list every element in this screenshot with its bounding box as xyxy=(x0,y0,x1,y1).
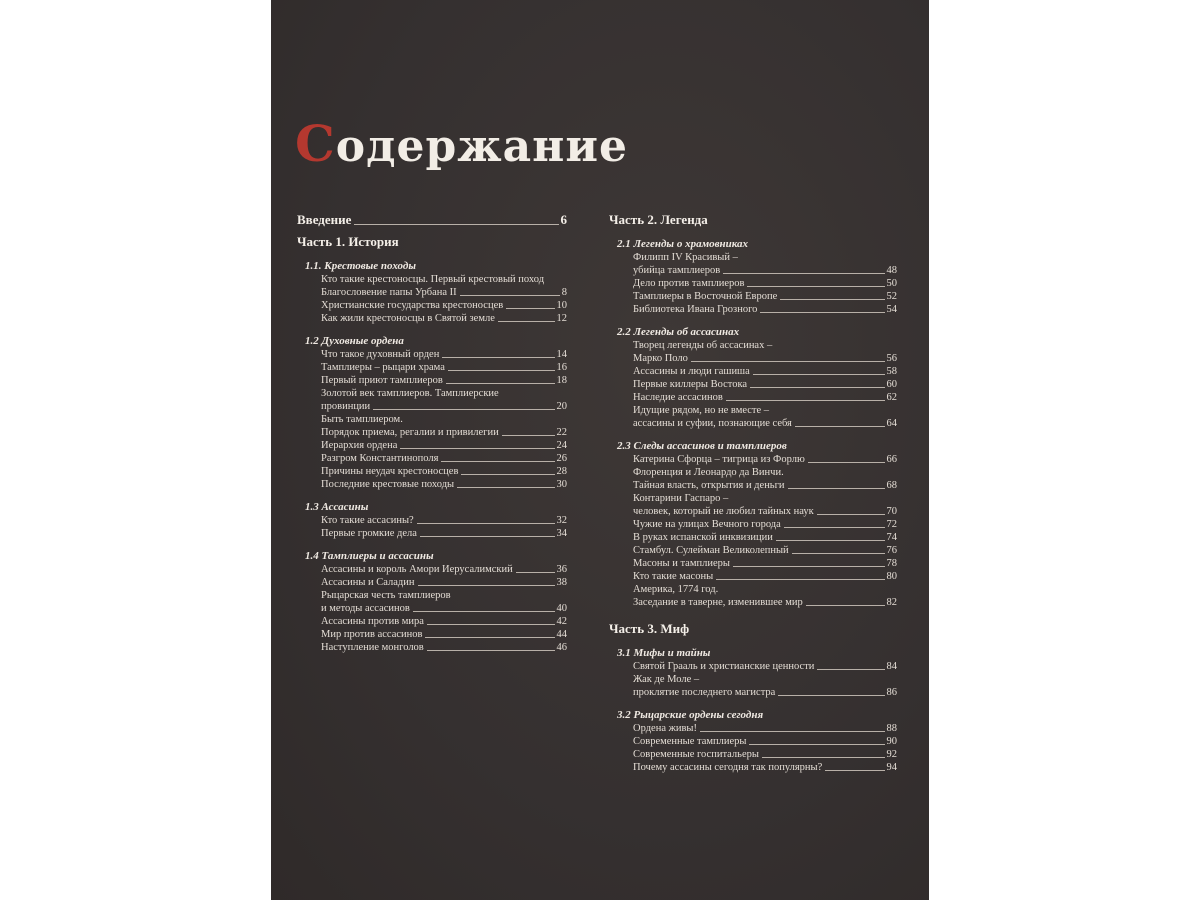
entry-title: Ассасины и Саладин xyxy=(321,577,415,588)
entry-title: Заседание в таверне, изменившее мир xyxy=(633,597,803,608)
entry-title: Первые громкие дела xyxy=(321,528,417,539)
part-heading: Часть 2. Легенда xyxy=(609,212,708,227)
toc-entry[interactable] xyxy=(609,378,897,391)
leader-dots xyxy=(784,527,885,528)
entry-title: Разгром Константинополя xyxy=(321,453,439,464)
toc-right-column xyxy=(609,212,897,774)
leader-dots xyxy=(448,370,555,371)
entry-title: Кто такие ассасины? xyxy=(321,515,414,526)
toc-entry[interactable] xyxy=(609,660,897,673)
entry-title: Марко Поло xyxy=(633,353,688,364)
intro-page: 6 xyxy=(560,212,567,227)
toc-entry[interactable] xyxy=(297,589,567,602)
entry-page: 62 xyxy=(886,392,897,403)
title-rest: одержание xyxy=(335,121,629,172)
toc-entry[interactable] xyxy=(297,299,567,312)
section-title: 2.3 Следы ассасинов и тамплиеров xyxy=(617,440,787,452)
entry-page: 28 xyxy=(556,466,567,477)
section-title: 1.1. Крестовые походы xyxy=(305,260,416,272)
leader-dots xyxy=(427,624,555,625)
toc-entry[interactable] xyxy=(297,465,567,478)
section-title: 1.3 Ассасины xyxy=(305,501,369,513)
leader-dots xyxy=(806,605,885,606)
section-title: 1.4 Тамплиеры и ассасины xyxy=(305,550,434,562)
entry-title: Святой Грааль и христианские ценности xyxy=(633,661,815,672)
entry-title: Иерархия ордена xyxy=(321,440,398,451)
toc-entry[interactable] xyxy=(609,466,897,479)
entry-page: 10 xyxy=(556,300,567,311)
toc-entry[interactable] xyxy=(297,527,567,540)
toc-entry[interactable] xyxy=(297,312,567,325)
entry-page: 12 xyxy=(556,313,567,324)
toc-entry[interactable] xyxy=(609,479,897,492)
toc-entry[interactable] xyxy=(297,641,567,654)
entry-title: В руках испанской инквизиции xyxy=(633,532,773,543)
entry-title: Масоны и тамплиеры xyxy=(633,558,730,569)
entry-page: 78 xyxy=(886,558,897,569)
toc-entry[interactable] xyxy=(297,628,567,641)
toc-entry[interactable] xyxy=(609,686,897,699)
leader-dots xyxy=(726,400,885,401)
entry-page: 90 xyxy=(886,736,897,747)
toc-entry[interactable] xyxy=(297,439,567,452)
entry-page: 50 xyxy=(886,278,897,289)
toc-entry[interactable] xyxy=(609,365,897,378)
leader-dots xyxy=(427,650,555,651)
toc-entry[interactable] xyxy=(609,277,897,290)
entry-page: 56 xyxy=(886,353,897,364)
toc-intro xyxy=(297,212,567,228)
entry-title: Ассасины и люди гашиша xyxy=(633,366,750,377)
entry-title: проклятие последнего магистра xyxy=(633,687,776,698)
part-heading: Часть 1. История xyxy=(297,234,399,249)
entry-page: 42 xyxy=(556,616,567,627)
entry-title: Современные госпитальеры xyxy=(633,749,759,760)
leader-dots xyxy=(817,669,884,670)
entry-page: 74 xyxy=(886,532,897,543)
entry-page: 54 xyxy=(886,304,897,315)
leader-dots xyxy=(425,637,554,638)
toc-entry[interactable] xyxy=(609,404,897,417)
entry-page: 84 xyxy=(886,661,897,672)
toc-entry[interactable] xyxy=(609,761,897,774)
entry-page: 16 xyxy=(556,362,567,373)
toc-entry[interactable] xyxy=(297,576,567,589)
toc-entry[interactable] xyxy=(609,352,897,365)
toc-entry[interactable] xyxy=(297,348,567,361)
entry-title: Катерина Сфорца – тигрица из Форлю xyxy=(633,454,805,465)
entry-page: 44 xyxy=(556,629,567,640)
toc-entry[interactable] xyxy=(297,602,567,615)
leader-dots xyxy=(498,321,555,322)
toc-entry[interactable] xyxy=(609,518,897,531)
toc-entry[interactable] xyxy=(297,286,567,299)
entry-title: Современные тамплиеры xyxy=(633,736,747,747)
leader-dots xyxy=(750,387,884,388)
toc-entry[interactable] xyxy=(609,303,897,316)
entry-page: 18 xyxy=(556,375,567,386)
toc-entry[interactable] xyxy=(609,557,897,570)
entry-title: Чужие на улицах Вечного города xyxy=(633,519,781,530)
leader-dots xyxy=(446,383,555,384)
entry-title: Причины неудач крестоносцев xyxy=(321,466,459,477)
toc-entry[interactable] xyxy=(297,273,567,286)
entry-title: Благословение папы Урбана II xyxy=(321,287,457,298)
toc-entry[interactable] xyxy=(609,583,897,596)
entry-page: 58 xyxy=(886,366,897,377)
leader-dots xyxy=(808,462,885,463)
leader-dots xyxy=(792,553,885,554)
leader-dots xyxy=(413,611,555,612)
entry-page: 34 xyxy=(556,528,567,539)
toc-entry[interactable] xyxy=(609,722,897,735)
entry-title: Быть тамплиером. xyxy=(321,414,403,425)
entry-title: Ассасины против мира xyxy=(321,616,424,627)
entry-title: Творец легенды об ассасинах – xyxy=(633,340,773,351)
entry-title: Первый приют тамплиеров xyxy=(321,375,443,386)
entry-page: 88 xyxy=(886,723,897,734)
toc-entry[interactable] xyxy=(609,391,897,404)
entry-page: 72 xyxy=(886,519,897,530)
toc-entry[interactable] xyxy=(609,339,897,352)
entry-title: Что такое духовный орден xyxy=(321,349,440,360)
entry-title: Наследие ассасинов xyxy=(633,392,723,403)
leader-dots xyxy=(778,695,884,696)
leader-dots xyxy=(700,731,885,732)
toc-entry[interactable] xyxy=(297,374,567,387)
section-title: 3.1 Мифы и тайны xyxy=(617,647,711,659)
toc-entry[interactable] xyxy=(297,478,567,491)
entry-title: Ордена живы! xyxy=(633,723,697,734)
entry-page: 86 xyxy=(886,687,897,698)
leader-dots xyxy=(354,224,558,225)
entry-page: 76 xyxy=(886,545,897,556)
leader-dots xyxy=(441,461,554,462)
part3-sections xyxy=(609,647,897,774)
entry-page: 40 xyxy=(556,603,567,614)
entry-title: Контарини Гаспаро – xyxy=(633,493,729,504)
page-title xyxy=(295,114,628,173)
section-title: 1.2 Духовные ордена xyxy=(305,335,404,347)
leader-dots xyxy=(825,770,884,771)
entry-title: убийца тамплиеров xyxy=(633,265,721,276)
entry-title: Почему ассасины сегодня так популярны? xyxy=(633,762,823,773)
toc-entry[interactable] xyxy=(609,264,897,277)
toc-entry[interactable] xyxy=(609,544,897,557)
leader-dots xyxy=(373,409,554,410)
part2-sections xyxy=(609,238,897,609)
entry-title: Идущие рядом, но не вместе – xyxy=(633,405,770,416)
entry-title: Кто такие крестоносцы. Первый крестовый поход xyxy=(321,274,545,285)
toc-entry[interactable] xyxy=(609,596,897,609)
entry-title: Кто такие масоны xyxy=(633,571,714,582)
toc-entry[interactable] xyxy=(609,570,897,583)
entry-title: Наступление монголов xyxy=(321,642,424,653)
toc-entry[interactable] xyxy=(297,361,567,374)
toc-entry[interactable] xyxy=(297,426,567,439)
leader-dots xyxy=(417,523,555,524)
leader-dots xyxy=(723,273,884,274)
leader-dots xyxy=(716,579,884,580)
entry-page: 82 xyxy=(886,597,897,608)
toc-entry[interactable] xyxy=(297,514,567,527)
entry-page: 36 xyxy=(556,564,567,575)
entry-title: Последние крестовые походы xyxy=(321,479,455,490)
leader-dots xyxy=(733,566,885,567)
leader-dots xyxy=(776,540,885,541)
entry-page: 64 xyxy=(886,418,897,429)
toc-entry[interactable] xyxy=(609,748,897,761)
toc-entry[interactable] xyxy=(609,673,897,686)
leader-dots xyxy=(506,308,554,309)
entry-title: Америка, 1774 год. xyxy=(633,584,719,595)
entry-page: 92 xyxy=(886,749,897,760)
entry-title: Дело против тамплиеров xyxy=(633,278,745,289)
leader-dots xyxy=(418,585,555,586)
entry-page: 14 xyxy=(556,349,567,360)
toc-entry[interactable] xyxy=(297,452,567,465)
toc-entry[interactable] xyxy=(609,251,897,264)
entry-page: 60 xyxy=(886,379,897,390)
entry-title: Первые киллеры Востока xyxy=(633,379,748,390)
entry-page: 30 xyxy=(556,479,567,490)
title-drop-cap: С xyxy=(295,114,336,173)
entry-title: Мир против ассасинов xyxy=(321,629,423,640)
toc-entry[interactable] xyxy=(297,387,567,400)
section-title: 3.2 Рыцарские ордены сегодня xyxy=(617,709,764,721)
toc-entry[interactable] xyxy=(609,290,897,303)
toc-entry[interactable] xyxy=(297,615,567,628)
entry-title: и методы ассасинов xyxy=(321,603,410,614)
leader-dots xyxy=(461,474,554,475)
leader-dots xyxy=(691,361,885,362)
toc-entry[interactable] xyxy=(609,453,897,466)
entry-title: Флоренция и Леонардо да Винчи. xyxy=(633,467,784,478)
toc-entry[interactable] xyxy=(297,400,567,413)
leader-dots xyxy=(817,514,885,515)
entry-page: 32 xyxy=(556,515,567,526)
section-title: 2.1 Легенды о храмовниках xyxy=(617,238,749,250)
entry-title: Порядок приема, регалии и привилегии xyxy=(321,427,499,438)
entry-page: 20 xyxy=(556,401,567,412)
leader-dots xyxy=(749,744,884,745)
leader-dots xyxy=(442,357,554,358)
entry-page: 46 xyxy=(556,642,567,653)
toc-entry[interactable] xyxy=(609,531,897,544)
entry-page: 52 xyxy=(886,291,897,302)
part1-sections xyxy=(297,260,567,654)
entry-title: Библиотека Ивана Грозного xyxy=(633,304,758,315)
entry-page: 22 xyxy=(556,427,567,438)
leader-dots xyxy=(747,286,884,287)
leader-dots xyxy=(502,435,555,436)
entry-page: 24 xyxy=(556,440,567,451)
leader-dots xyxy=(400,448,554,449)
toc-entry[interactable] xyxy=(609,735,897,748)
entry-title: человек, который не любил тайных наук xyxy=(633,506,814,517)
entry-page: 8 xyxy=(561,287,567,298)
entry-page: 48 xyxy=(886,265,897,276)
toc-left-column xyxy=(297,212,567,654)
toc-entry[interactable] xyxy=(609,505,897,518)
toc-entry[interactable] xyxy=(609,417,897,430)
entry-page: 94 xyxy=(886,762,897,773)
entry-title: провинции xyxy=(321,401,371,412)
entry-title: Рыцарская честь тамплиеров xyxy=(321,590,451,601)
toc-entry[interactable] xyxy=(609,492,897,505)
leader-dots xyxy=(762,757,885,758)
entry-title: Жак де Моле – xyxy=(633,674,700,685)
entry-page: 80 xyxy=(886,571,897,582)
entry-title: Христианские государства крестоносцев xyxy=(321,300,504,311)
entry-title: Золотой век тамплиеров. Тамплиерские xyxy=(321,388,499,399)
entry-page: 70 xyxy=(886,506,897,517)
leader-dots xyxy=(760,312,884,313)
leader-dots xyxy=(788,488,885,489)
entry-title: Стамбул. Сулейман Великолепный xyxy=(633,545,789,556)
book-page xyxy=(271,0,929,900)
entry-title: Тамплиеры в Восточной Европе xyxy=(633,291,778,302)
entry-title: Филипп IV Красивый – xyxy=(633,252,738,263)
entry-title: Тамплиеры – рыцари храма xyxy=(321,362,445,373)
entry-title: ассасины и суфии, познающие себя xyxy=(633,418,792,429)
toc-entry[interactable] xyxy=(297,413,567,426)
entry-title: Ассасины и король Амори Иерусалимский xyxy=(321,564,513,575)
toc-entry[interactable] xyxy=(297,563,567,576)
leader-dots xyxy=(753,374,885,375)
entry-title: Как жили крестоносцы в Святой земле xyxy=(321,313,495,324)
leader-dots xyxy=(516,572,555,573)
part-heading: Часть 3. Миф xyxy=(609,621,690,636)
leader-dots xyxy=(460,295,560,296)
section-title: 2.2 Легенды об ассасинах xyxy=(617,326,740,338)
entry-title: Тайная власть, открытия и деньги xyxy=(633,480,785,491)
entry-page: 68 xyxy=(886,480,897,491)
leader-dots xyxy=(420,536,555,537)
leader-dots xyxy=(457,487,554,488)
entry-page: 26 xyxy=(556,453,567,464)
leader-dots xyxy=(780,299,884,300)
intro-label: Введение xyxy=(297,212,352,227)
leader-dots xyxy=(795,426,885,427)
entry-page: 38 xyxy=(556,577,567,588)
entry-page: 66 xyxy=(886,454,897,465)
